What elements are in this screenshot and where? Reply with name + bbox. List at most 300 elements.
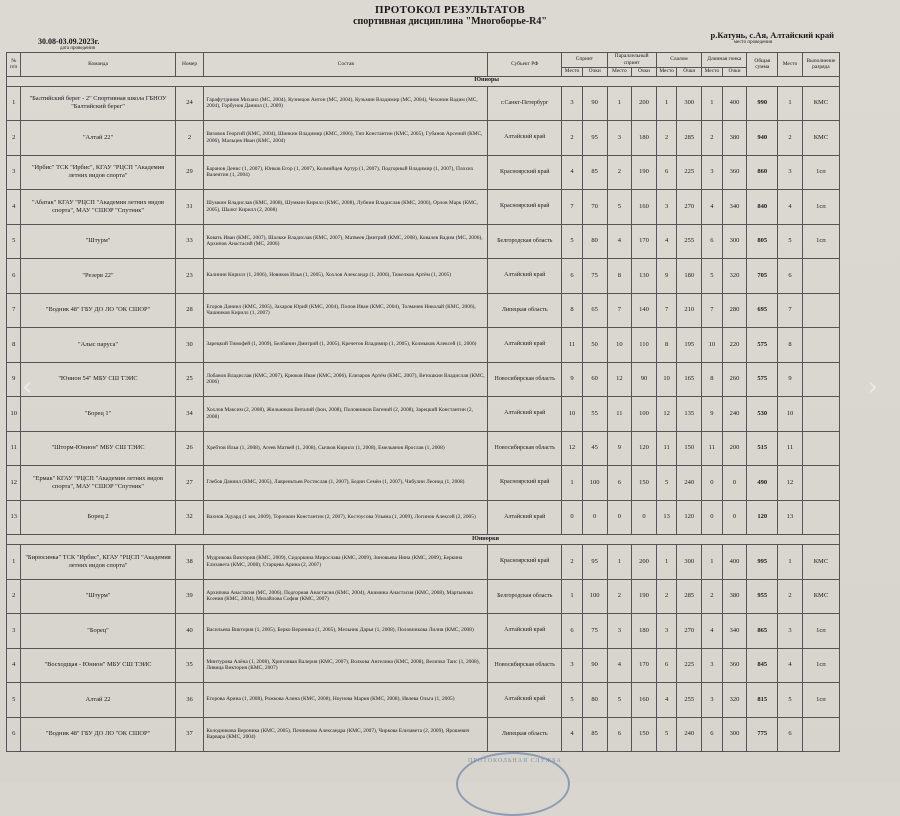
cell-region: Белгородская область — [488, 224, 562, 259]
cell-s2: 95 — [582, 545, 607, 580]
cell-p1: 10 — [607, 328, 632, 363]
cell-s2: 60 — [582, 362, 607, 397]
cell-place: 2 — [778, 579, 803, 614]
cell-sl2: 120 — [677, 500, 702, 535]
cell-sl1: 2 — [656, 121, 677, 156]
cell-s1: 8 — [562, 293, 583, 328]
cell-n: 10 — [7, 397, 21, 432]
cell-total: 775 — [747, 717, 778, 752]
table-row — [7, 397, 840, 432]
results-table — [6, 52, 840, 752]
col-long: Длинная гонка — [702, 53, 747, 68]
cell-l1: 1 — [702, 86, 723, 121]
cell-members: Шумкин Владислав (КМС, 2008), Шумкин Кирилл (КМС, 2008), Лубнин Владислав (КМС, 2006), Орлов Марк (КМС, 2005), Шалкт Кирилл (2, 2008) — [204, 190, 488, 225]
cell-s2: 0 — [582, 500, 607, 535]
cell-sl1: 12 — [656, 397, 677, 432]
cell-region: Алтайский край — [488, 397, 562, 432]
cell-l2: 220 — [722, 328, 747, 363]
cell-team: "Шторм-Юнион" МБУ СШ ТЭИС — [21, 431, 175, 466]
cell-members: Хребтов Илья (1, 2008), Агеев Матвей (1, 2008), Сычков Кирилл (1, 2008), Емельянов Ярослав (1, 2008) — [204, 431, 488, 466]
group-juniors: Юниоры — [7, 76, 840, 86]
cell-sl1: 3 — [656, 190, 677, 225]
cell-p1: 2 — [607, 155, 632, 190]
cell-total: 940 — [747, 121, 778, 156]
cell-p1: 9 — [607, 431, 632, 466]
cell-sl2: 270 — [677, 190, 702, 225]
cell-members: Хохлов Максим (2, 2008), Жильников Виталий (Iюн, 2008), Половников Евгений (2, 2008), Зарецкий Константин (2, 2008) — [204, 397, 488, 432]
event-date-caption: дата проведения — [60, 46, 95, 51]
cell-sl2: 300 — [677, 545, 702, 580]
cell-p2: 180 — [632, 614, 657, 649]
sub-points: Очки — [582, 67, 607, 76]
cell-p1: 8 — [607, 259, 632, 294]
cell-p1: 3 — [607, 614, 632, 649]
cell-sl1: 8 — [656, 328, 677, 363]
cell-p2: 150 — [632, 466, 657, 501]
table-row — [7, 293, 840, 328]
table-row — [7, 328, 840, 363]
cell-p1: 7 — [607, 293, 632, 328]
cell-sl2: 210 — [677, 293, 702, 328]
cell-l1: 6 — [702, 717, 723, 752]
cell-team: "Абатак" КГАУ "РЦСП "Академия летних видов спорта", МАУ "СШОР "Спутник" — [21, 190, 175, 225]
cell-rank: 1сп — [802, 648, 839, 683]
cell-l1: 2 — [702, 121, 723, 156]
cell-members: Зарецкий Тимофей (1, 2009), Белбанин Дмитрий (1, 2005), Кречетов Владимир (1, 2005), Колмыков Алексей (1, 2006) — [204, 328, 488, 363]
cell-s1: 1 — [562, 579, 583, 614]
cell-place: 13 — [778, 500, 803, 535]
event-date: 30.08-03.09.2023г. — [38, 37, 100, 46]
cell-region: Алтайский край — [488, 614, 562, 649]
cell-sl2: 150 — [677, 431, 702, 466]
cell-s2: 100 — [582, 579, 607, 614]
event-place-caption: место проведения — [733, 40, 772, 45]
cell-n: 3 — [7, 614, 21, 649]
cell-members: Егорова Арина (1, 2008), Рожкова Алина (КМС, 2008), Ноунова Мария (КМС, 2008), Ивлева Ольга (1, 2005) — [204, 683, 488, 718]
cell-region: Новосибирская область — [488, 648, 562, 683]
cell-p1: 4 — [607, 224, 632, 259]
cell-bib: 35 — [175, 648, 204, 683]
next-page-arrow-icon[interactable]: › — [867, 372, 878, 402]
cell-members: Егоров Даниил (КМС, 2005), Захаров Юрий (КМС, 2004), Попов Иван (КМС, 2004), Толмачев Николай (КМС, 2006), Чашников Кирилл (1, 2007) — [204, 293, 488, 328]
cell-rank — [802, 466, 839, 501]
sub-place: Место — [656, 67, 677, 76]
sub-points: Очки — [722, 67, 747, 76]
cell-s1: 10 — [562, 397, 583, 432]
cell-l1: 0 — [702, 466, 723, 501]
cell-bib: 30 — [175, 328, 204, 363]
cell-l1: 11 — [702, 431, 723, 466]
cell-s1: 6 — [562, 259, 583, 294]
cell-n: 9 — [7, 362, 21, 397]
cell-n: 4 — [7, 648, 21, 683]
cell-total: 995 — [747, 545, 778, 580]
cell-n: 5 — [7, 683, 21, 718]
cell-p1: 1 — [607, 86, 632, 121]
table-row — [7, 545, 840, 580]
cell-place: 8 — [778, 328, 803, 363]
cell-region: Красноярский край — [488, 545, 562, 580]
cell-l1: 6 — [702, 224, 723, 259]
event-place: р.Катунь, с.Ая, Алтайский край — [710, 30, 834, 40]
sub-points: Очки — [677, 67, 702, 76]
table-row — [7, 717, 840, 752]
cell-bib: 26 — [175, 431, 204, 466]
cell-region: Алтайский край — [488, 500, 562, 535]
cell-members: Калинин Кирилл (1, 2006), Новиков Илья (1, 2005), Хохлов Александр (1, 2006), Тяжелков Артём (1, 2005) — [204, 259, 488, 294]
cell-region: Новосибирская область — [488, 362, 562, 397]
col-slalom: Слалом — [656, 53, 701, 68]
cell-total: 865 — [747, 614, 778, 649]
cell-l1: 2 — [702, 579, 723, 614]
cell-s1: 7 — [562, 190, 583, 225]
cell-region: Липецкая область — [488, 717, 562, 752]
cell-team: "Алыс паруса" — [21, 328, 175, 363]
cell-rank — [802, 328, 839, 363]
cell-members: Глебов Даниил (КМС, 2005), Лавреньтьев Ростислав (1, 2007), Бедин Семён (1, 2007), Чибулин Леонид (1, 2008) — [204, 466, 488, 501]
cell-team: "Борец" — [21, 614, 175, 649]
cell-rank: КМС — [802, 121, 839, 156]
cell-total: 490 — [747, 466, 778, 501]
cell-team: "Штурм" — [21, 224, 175, 259]
cell-team: "Бирюсинка" ТСК "Ирбис", КГАУ "РЦСП "Академия летних видов спорта" — [21, 545, 175, 580]
cell-sl1: 4 — [656, 683, 677, 718]
cell-sl2: 255 — [677, 224, 702, 259]
cell-sl1: 7 — [656, 293, 677, 328]
cell-l2: 280 — [722, 293, 747, 328]
cell-l2: 360 — [722, 155, 747, 190]
cell-sl1: 13 — [656, 500, 677, 535]
cell-members: Колодникова Вероника (КМС, 2005), Печникова Александра (КМС, 2007), Чиркова Елизавета (2, 2009), Ярошевич Варвара (КМС, 2004) — [204, 717, 488, 752]
cell-l2: 0 — [722, 466, 747, 501]
cell-sl1: 3 — [656, 614, 677, 649]
cell-place: 6 — [778, 259, 803, 294]
cell-sl2: 300 — [677, 86, 702, 121]
group-juniors-f: Юниорки — [7, 535, 840, 545]
cell-p1: 3 — [607, 121, 632, 156]
cell-bib: 31 — [175, 190, 204, 225]
cell-members: Ковать Иван (КМС, 2007), Шалкке Владислав (КМС, 2007), Матвеев Дмитрий (КМС, 2008), Ковалев Вадим (МС, 2006), Архипов Анастасий (МС, 2006) — [204, 224, 488, 259]
col-team: Команда — [21, 53, 175, 77]
cell-n: 12 — [7, 466, 21, 501]
cell-s1: 11 — [562, 328, 583, 363]
cell-s2: 80 — [582, 224, 607, 259]
table-row — [7, 431, 840, 466]
cell-team: "Водник 48" ГБУ ДО ЛО "ОК СШОР" — [21, 293, 175, 328]
cell-place: 4 — [778, 190, 803, 225]
cell-total: 840 — [747, 190, 778, 225]
cell-team: "Восходщая - Юнион" МБУ СШ ТЭИС — [21, 648, 175, 683]
cell-l1: 9 — [702, 397, 723, 432]
cell-l1: 4 — [702, 614, 723, 649]
cell-bib: 40 — [175, 614, 204, 649]
cell-rank — [802, 717, 839, 752]
cell-rank: КМС — [802, 545, 839, 580]
cell-total: 515 — [747, 431, 778, 466]
cell-sl1: 9 — [656, 259, 677, 294]
cell-s1: 12 — [562, 431, 583, 466]
cell-l2: 400 — [722, 86, 747, 121]
cell-s1: 2 — [562, 121, 583, 156]
cell-total: 845 — [747, 648, 778, 683]
table-row — [7, 362, 840, 397]
cell-p1: 5 — [607, 190, 632, 225]
cell-sl2: 225 — [677, 648, 702, 683]
cell-l2: 200 — [722, 431, 747, 466]
cell-l2: 380 — [722, 121, 747, 156]
cell-place: 5 — [778, 683, 803, 718]
cell-l2: 0 — [722, 500, 747, 535]
cell-members: Баранов Денис (1, 2007), Юнков Егор (1, 2007), Колмийцев Артур (1, 2007), Подгорный Владимир (1, 2007), Плохих Валентин (1, 2004) — [204, 155, 488, 190]
table-row — [7, 648, 840, 683]
cell-l1: 3 — [702, 683, 723, 718]
cell-region: Алтайский край — [488, 259, 562, 294]
cell-n: 1 — [7, 86, 21, 121]
col-no: № п/п — [7, 53, 21, 77]
cell-sl1: 6 — [656, 648, 677, 683]
cell-place: 7 — [778, 293, 803, 328]
cell-p1: 5 — [607, 683, 632, 718]
cell-total: 530 — [747, 397, 778, 432]
cell-n: 13 — [7, 500, 21, 535]
sub-points: Очки — [632, 67, 657, 76]
cell-total: 805 — [747, 224, 778, 259]
page-title: ПРОТОКОЛ РЕЗУЛЬТАТОВ — [374, 4, 525, 16]
table-row — [7, 155, 840, 190]
cell-team: "Водник 48" ГБУ ДО ЛО "ОК СШОР" — [21, 717, 175, 752]
cell-bib: 38 — [175, 545, 204, 580]
cell-sl1: 11 — [656, 431, 677, 466]
col-rank: Выполнение разряда — [802, 53, 839, 77]
cell-l2: 400 — [722, 545, 747, 580]
cell-n: 7 — [7, 293, 21, 328]
cell-s1: 4 — [562, 717, 583, 752]
cell-s1: 9 — [562, 362, 583, 397]
page-subtitle: спортивная дисциплина "Многоборье-R4" — [353, 16, 547, 27]
cell-region: Липецкая область — [488, 293, 562, 328]
cell-region: Алтайский край — [488, 683, 562, 718]
cell-rank — [802, 362, 839, 397]
cell-sl1: 5 — [656, 717, 677, 752]
cell-l1: 7 — [702, 293, 723, 328]
cell-l2: 320 — [722, 683, 747, 718]
cell-place: 1 — [778, 86, 803, 121]
col-total: Общая сумма — [747, 53, 778, 77]
cell-p1: 6 — [607, 717, 632, 752]
cell-s1: 1 — [562, 466, 583, 501]
stamp-text: ПРОТОКОЛЬНАЯ СЛУЖБА — [468, 758, 562, 764]
cell-s1: 3 — [562, 86, 583, 121]
cell-s1: 3 — [562, 648, 583, 683]
cell-rank — [802, 293, 839, 328]
cell-bib: 25 — [175, 362, 204, 397]
cell-l1: 5 — [702, 259, 723, 294]
cell-s2: 75 — [582, 259, 607, 294]
cell-place: 12 — [778, 466, 803, 501]
cell-p2: 190 — [632, 155, 657, 190]
cell-total: 955 — [747, 579, 778, 614]
cell-l2: 300 — [722, 717, 747, 752]
cell-rank — [802, 259, 839, 294]
table-row — [7, 259, 840, 294]
cell-rank: 1сп — [802, 155, 839, 190]
cell-l1: 10 — [702, 328, 723, 363]
cell-place: 3 — [778, 155, 803, 190]
table-row — [7, 190, 840, 225]
cell-l1: 8 — [702, 362, 723, 397]
cell-p1: 1 — [607, 545, 632, 580]
cell-n: 6 — [7, 259, 21, 294]
cell-team: Алтай 22 — [21, 683, 175, 718]
cell-s2: 85 — [582, 717, 607, 752]
cell-sl1: 5 — [656, 466, 677, 501]
col-region: Субъект РФ — [488, 53, 562, 77]
cell-n: 6 — [7, 717, 21, 752]
cell-s1: 5 — [562, 683, 583, 718]
cell-p2: 180 — [632, 121, 657, 156]
cell-sl1: 1 — [656, 545, 677, 580]
cell-total: 705 — [747, 259, 778, 294]
cell-bib: 23 — [175, 259, 204, 294]
cell-l2: 240 — [722, 397, 747, 432]
cell-sl1: 1 — [656, 86, 677, 121]
cell-members: Архипова Анастасия (МС, 2006), Подгорная Анастасия (КМС, 2004), Акимина Анастасия (КМС, 2008), Мартынова Ксения (КМС, 2004), Михайлова София (КМС, 2007) — [204, 579, 488, 614]
cell-region: Красноярский край — [488, 466, 562, 501]
cell-p1: 0 — [607, 500, 632, 535]
cell-bib: 29 — [175, 155, 204, 190]
cell-n: 8 — [7, 328, 21, 363]
cell-n: 3 — [7, 155, 21, 190]
cell-place: 10 — [778, 397, 803, 432]
cell-s2: 95 — [582, 121, 607, 156]
cell-place: 5 — [778, 224, 803, 259]
cell-s2: 90 — [582, 648, 607, 683]
cell-bib: 28 — [175, 293, 204, 328]
cell-s2: 85 — [582, 155, 607, 190]
cell-bib: 39 — [175, 579, 204, 614]
cell-n: 5 — [7, 224, 21, 259]
cell-p2: 190 — [632, 579, 657, 614]
cell-s1: 5 — [562, 224, 583, 259]
cell-sl2: 270 — [677, 614, 702, 649]
cell-p2: 130 — [632, 259, 657, 294]
cell-sl2: 240 — [677, 466, 702, 501]
cell-team: "Борец 1" — [21, 397, 175, 432]
cell-l1: 0 — [702, 500, 723, 535]
cell-l2: 260 — [722, 362, 747, 397]
cell-team: "Ермак" КГАУ "РЦСП "Академия летних видов спорта", МАУ "СШОР "Спутник" — [21, 466, 175, 501]
cell-p1: 4 — [607, 648, 632, 683]
cell-region: Алтайский край — [488, 121, 562, 156]
table-row — [7, 614, 840, 649]
cell-place: 4 — [778, 648, 803, 683]
cell-s2: 55 — [582, 397, 607, 432]
table-row — [7, 683, 840, 718]
cell-sl2: 180 — [677, 259, 702, 294]
cell-team: "Штурм" — [21, 579, 175, 614]
cell-l2: 340 — [722, 614, 747, 649]
cell-l2: 300 — [722, 224, 747, 259]
sub-place: Место — [702, 67, 723, 76]
col-sprint: Спринт — [562, 53, 607, 68]
table-row — [7, 579, 840, 614]
cell-s1: 2 — [562, 545, 583, 580]
cell-sl2: 240 — [677, 717, 702, 752]
cell-place: 11 — [778, 431, 803, 466]
cell-l2: 340 — [722, 190, 747, 225]
cell-sl1: 4 — [656, 224, 677, 259]
cell-n: 4 — [7, 190, 21, 225]
cell-rank — [802, 431, 839, 466]
cell-p2: 0 — [632, 500, 657, 535]
cell-l2: 380 — [722, 579, 747, 614]
cell-bib: 27 — [175, 466, 204, 501]
table-row — [7, 500, 840, 535]
cell-team: "Юнион 54" МБУ СШ ТЭИС — [21, 362, 175, 397]
cell-p2: 140 — [632, 293, 657, 328]
cell-members: Минтурова Алёна (1, 2008), Хрипливая Валерия (КМС, 2007), Волкова Ангелина (КМС, 2008), Величко Таис (1, 2008), Ливица Виктория (КМС, 2007) — [204, 648, 488, 683]
cell-s2: 75 — [582, 614, 607, 649]
cell-s1: 0 — [562, 500, 583, 535]
cell-p1: 11 — [607, 397, 632, 432]
cell-p2: 90 — [632, 362, 657, 397]
cell-members: Вязовов Георгий (КМС, 2004), Шинкин Владимир (КМС, 2006), Тип Константин (КМС, 2005), Губанов Арсений (КМС, 2006), Мальцев Иван (КМС, 2004) — [204, 121, 488, 156]
col-parallel: Параллельный спринт — [607, 53, 656, 68]
table-row — [7, 466, 840, 501]
cell-total: 120 — [747, 500, 778, 535]
prev-page-arrow-icon[interactable]: ‹ — [22, 372, 33, 402]
cell-members: Мудрикова Виктория (КМС, 2009), Сидоркина Мирослава (КМС, 2009), Зиновьева Нина (КМС, 2009), Беркина Елизавета (КМС, 2008), Старцева Арина (2, 2007) — [204, 545, 488, 580]
cell-bib: 37 — [175, 717, 204, 752]
cell-p2: 150 — [632, 717, 657, 752]
cell-s2: 65 — [582, 293, 607, 328]
col-roster: Состав — [204, 53, 488, 77]
cell-place: 2 — [778, 121, 803, 156]
cell-l2: 320 — [722, 259, 747, 294]
col-place: Место — [778, 53, 803, 77]
cell-p2: 200 — [632, 545, 657, 580]
cell-members: Лобанов Владислав (КМС, 2007), Крюков Иван (КМС, 2006), Елизаров Артём (КМС, 2007), Ветошкин Владислав (КМС, 2006) — [204, 362, 488, 397]
cell-place: 3 — [778, 614, 803, 649]
cell-p2: 160 — [632, 190, 657, 225]
cell-l1: 4 — [702, 190, 723, 225]
cell-place: 1 — [778, 545, 803, 580]
cell-region: Алтайский край — [488, 328, 562, 363]
cell-region: г.Санкт-Петербург — [488, 86, 562, 121]
cell-bib: 24 — [175, 86, 204, 121]
cell-p1: 12 — [607, 362, 632, 397]
cell-bib: 34 — [175, 397, 204, 432]
cell-team: "Ирбис" ТСК "Ирбис", КГАУ "РЦСП "Академия летних видов спорта" — [21, 155, 175, 190]
cell-sl2: 135 — [677, 397, 702, 432]
cell-n: 2 — [7, 579, 21, 614]
cell-p2: 170 — [632, 224, 657, 259]
cell-s1: 6 — [562, 614, 583, 649]
table-header — [7, 53, 840, 68]
cell-p1: 6 — [607, 466, 632, 501]
cell-members: Гарафутдинов Михаил (МС, 2004), Кузнецов Антон (МС, 2004), Кузьмин Владимир (МС, 2004), Чехонин Вадим (МС, 2004), Горбунов Даниил (1, 2009) — [204, 86, 488, 121]
cell-team: Борец 2 — [21, 500, 175, 535]
table-row — [7, 86, 840, 121]
cell-s2: 45 — [582, 431, 607, 466]
cell-bib: 36 — [175, 683, 204, 718]
cell-sl2: 285 — [677, 121, 702, 156]
cell-s2: 80 — [582, 683, 607, 718]
cell-p2: 170 — [632, 648, 657, 683]
cell-rank: КМС — [802, 579, 839, 614]
cell-sl1: 6 — [656, 155, 677, 190]
cell-sl1: 10 — [656, 362, 677, 397]
